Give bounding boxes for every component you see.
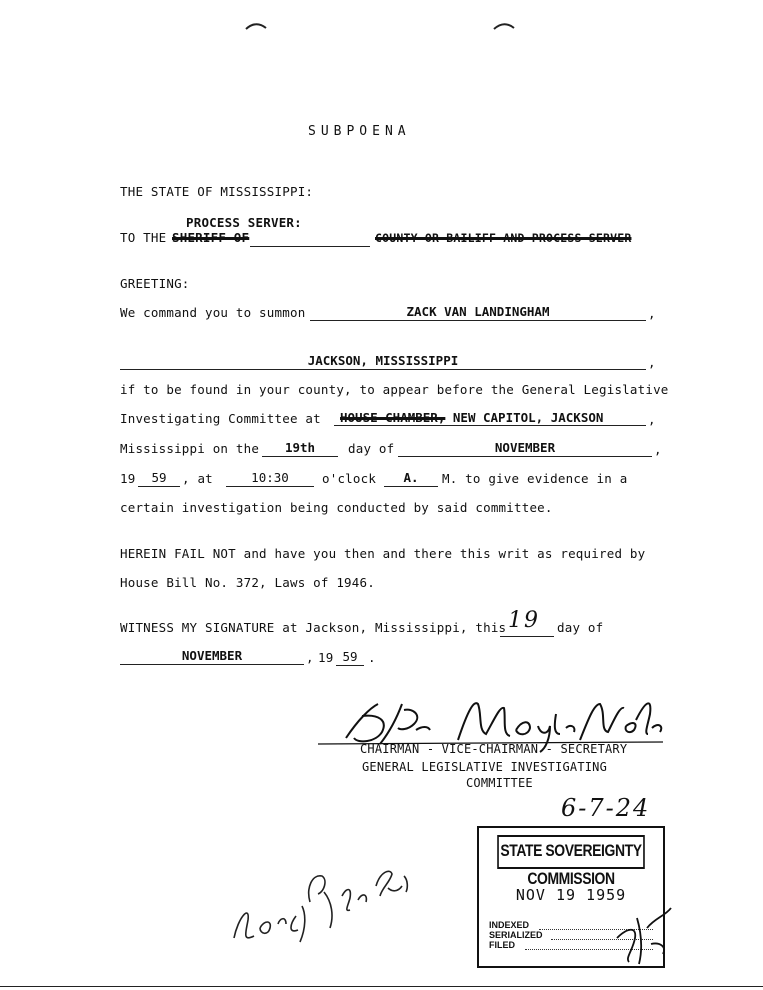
month-field: NOVEMBER (398, 440, 652, 457)
day-of-label: day of (348, 441, 395, 456)
greeting: GREETING: (120, 276, 190, 291)
witness-day-line (500, 636, 554, 637)
meridiem-field: A. (384, 470, 438, 487)
commission-stamp (477, 826, 665, 968)
year-prefix: 19 (120, 471, 136, 486)
place-struck: HOUSE CHAMBER, (340, 410, 446, 425)
punch-mark-left (244, 20, 268, 32)
struck-county-text: COUNTY OR BAILIFF AND PROCESS SERVER (375, 231, 632, 245)
signature-titles: CHAIRMAN - VICE-CHAIRMAN - SECRETARY (360, 742, 628, 756)
stamp-initials (607, 898, 687, 968)
comma-1: , (648, 306, 656, 321)
punch-mark-right (492, 20, 516, 32)
place-rest: NEW CAPITOL, JACKSON (452, 410, 604, 425)
body-line-2-pre: Investigating Committee at (120, 411, 321, 426)
witness-month-field: NOVEMBER (120, 648, 304, 665)
summon-name-field: ZACK VAN LANDINGHAM (310, 304, 646, 321)
stamp-title: STATE SOVEREIGNTY COMMISSION (497, 835, 645, 869)
stamp-indexed: INDEXED (489, 920, 530, 930)
comma-2: , (648, 355, 656, 370)
page-title: SUBPOENA (308, 124, 411, 139)
herein-line-2: House Bill No. 372, Laws of 1946. (120, 575, 375, 590)
witness-text: WITNESS MY SIGNATURE at Jackson, Mississippi, this (120, 620, 507, 635)
state-line: THE STATE OF MISSISSIPPI: (120, 184, 314, 199)
comma-3: , (648, 412, 656, 427)
signature-org-2: COMMITTEE (466, 776, 533, 790)
to-prefix: TO THE (120, 230, 167, 245)
handwritten-date-note: 6-7-24 (561, 794, 651, 822)
body-line-4-rest: M. to give evidence in a (442, 471, 628, 486)
oclock-label: o'clock (322, 471, 377, 486)
witness-year-field: 59 (336, 649, 364, 666)
command-text: We command you to summon (120, 305, 306, 320)
witness-day: 19 (508, 608, 540, 633)
day-field: 19th (262, 440, 338, 457)
body-line-3-pre: Mississippi on the (120, 441, 260, 456)
comma-5: , (306, 650, 314, 665)
time-field: 10:30 (226, 470, 314, 487)
address-field: JACKSON, MISSISSIPPI (120, 353, 646, 370)
witness-year-prefix: 19 (318, 650, 334, 665)
witness-day-of: day of (557, 620, 604, 635)
at-label: , at (182, 471, 213, 486)
handwritten-margin-note (220, 858, 420, 958)
body-line-5: certain investigation being conducted by said committee. (120, 500, 553, 515)
body-line-1: if to be found in your county, to appear before the General Legislative (120, 382, 669, 397)
bottom-edge-line (0, 986, 763, 987)
herein-line-1: HEREIN FAIL NOT and have you then and there this writ as required by (120, 546, 646, 561)
process-server-insert: PROCESS SERVER: (186, 215, 302, 230)
stamp-serialized: SERIALIZED (489, 930, 543, 940)
to-blank-line (250, 246, 370, 247)
struck-office: SHERIFF OF (172, 230, 250, 245)
place-field (334, 410, 646, 426)
stamp-date: NOV 19 1959 (515, 886, 627, 904)
year-field: 59 (138, 470, 180, 487)
comma-4: , (654, 442, 662, 457)
period: . (368, 650, 376, 665)
signature-org: GENERAL LEGISLATIVE INVESTIGATING (362, 760, 608, 774)
stamp-filed: FILED (489, 940, 515, 950)
